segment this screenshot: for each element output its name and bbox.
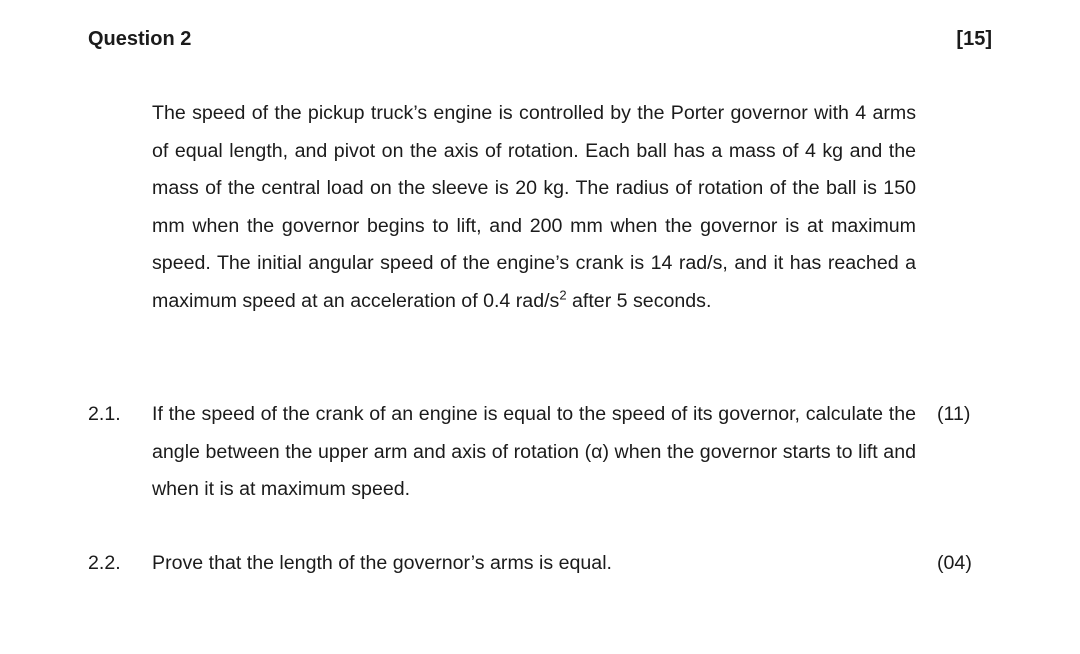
intro-superscript: 2 (559, 287, 567, 303)
subquestion-2-1-number: 2.1. (88, 403, 121, 425)
question-intro-paragraph (152, 95, 916, 321)
subquestion-2-1-text: If the speed of the crank of an engine is equal to the speed of its governor, calculate the angle between the upper arm and axis of rotation (α) when the governor starts to lift and when it is at maximum speed. (152, 403, 916, 501)
intro-text-end: after 5 seconds. (566, 289, 712, 312)
subquestion-2-2-text: Prove that the length of the governor’s arms is equal. (152, 552, 612, 574)
question-total-marks: [15] (956, 28, 992, 50)
subquestion-2-2-number: 2.2. (88, 552, 121, 574)
intro-text: The speed of the pickup truck’s engine is controlled by the Porter governor with 4 arms of equal length, and pivot on the axis of rotation. Each ball has a mass of 4 kg and the mass of the central load on the sleeve is 20 kg. The radius of rotation of the ball is 150 mm when the governor begins to lift, and 200 mm when the governor is at maximum speed. The initial angular speed of the engine’s crank is 14 rad/s, and it has reached a maximum speed at an acceleration of 0.4 rad/s (152, 102, 916, 312)
subquestion-2-1-marks: (11) (937, 403, 971, 425)
question-title: Question 2 (88, 28, 192, 50)
subquestion-2-2-marks: (04) (937, 552, 972, 574)
